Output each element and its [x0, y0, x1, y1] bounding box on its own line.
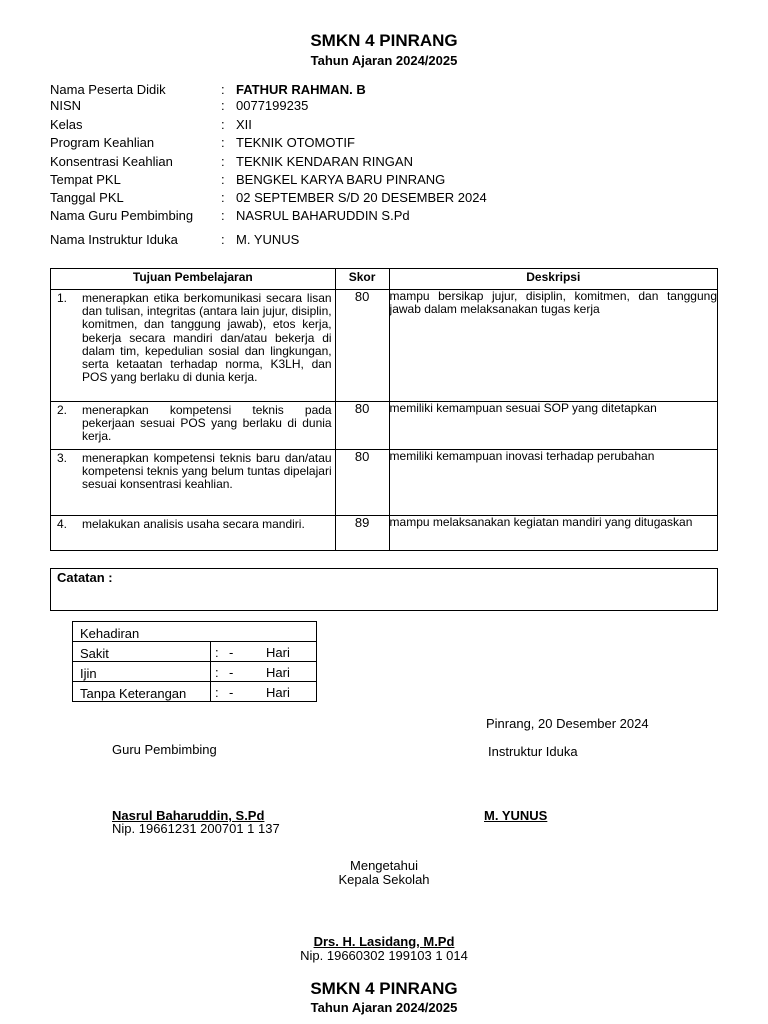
attendance-label: Sakit	[73, 642, 211, 662]
tujuan-cell	[51, 290, 336, 402]
attendance-row-tanpa-keterangan	[73, 682, 317, 702]
attendance-label: Ijin	[73, 662, 211, 682]
attendance-unit: Hari	[266, 665, 290, 680]
skor-cell: 80	[335, 290, 389, 402]
attendance-value: -	[229, 665, 234, 680]
info-label: Program Keahlian	[50, 135, 155, 150]
info-value: XII	[236, 117, 252, 132]
attendance-value-cell	[211, 682, 317, 702]
page-title: SMKN 4 PINRANG	[310, 31, 458, 50]
deskripsi-cell: mampu bersikap jujur, disiplin, komitmen, dan tanggung jawab dalam melaksanakan tugas kerja	[389, 290, 717, 402]
table-row	[51, 402, 718, 450]
attendance-unit: Hari	[266, 685, 290, 700]
deskripsi-cell: memiliki kemampuan inovasi terhadap perubahan	[389, 450, 717, 516]
deskripsi-cell: memiliki kemampuan sesuai SOP yang ditetapkan	[389, 402, 717, 450]
skor-cell: 80	[335, 450, 389, 516]
info-label: Nama Peserta Didik	[50, 82, 166, 97]
info-value: TEKNIK KENDARAN RINGAN	[236, 154, 413, 169]
place-date: Pinrang, 20 Desember 2024	[486, 716, 649, 731]
attendance-title: Kehadiran	[73, 622, 317, 642]
attendance-unit: Hari	[266, 645, 290, 660]
info-value: 0077199235	[236, 98, 309, 113]
tujuan-text: melakukan analisis usaha secara mandiri.	[82, 517, 305, 531]
info-colon: :	[221, 154, 225, 169]
principal-nip: Nip. 19660302 199103 1 014	[300, 948, 468, 963]
assessment-table	[50, 268, 718, 551]
info-colon: :	[221, 135, 225, 150]
attendance-value: -	[229, 685, 234, 700]
tujuan-text: menerapkan kompetensi teknis pada pekerjaan sesuai POS yang berlaku di dunia kerja.	[82, 403, 332, 444]
info-colon: :	[221, 190, 225, 205]
table-row	[51, 450, 718, 516]
attendance-row-sakit	[73, 642, 317, 662]
row-number: 1.	[57, 291, 68, 305]
deskripsi-cell: mampu melaksanakan kegiatan mandiri yang ditugaskan	[389, 516, 717, 551]
row-number: 4.	[57, 517, 68, 531]
footer-title: SMKN 4 PINRANG	[310, 979, 458, 998]
info-label: Tanggal PKL	[50, 190, 124, 205]
notes-box	[50, 568, 718, 611]
tujuan-cell	[51, 402, 336, 450]
row-number: 3.	[57, 451, 68, 465]
teacher-nip: Nip. 19661231 200701 1 137	[112, 821, 280, 836]
teacher-name: Nasrul Baharuddin, S.Pd	[112, 808, 265, 823]
info-colon: :	[221, 117, 225, 132]
attendance-value-cell	[211, 662, 317, 682]
attendance-table	[72, 621, 317, 702]
info-value: NASRUL BAHARUDDIN S.Pd	[236, 208, 410, 223]
header-deskripsi: Deskripsi	[389, 269, 717, 290]
attendance-label: Tanpa Keterangan	[73, 682, 211, 702]
tujuan-text: menerapkan kompetensi teknis baru dan/atau kompetensi teknis yang belum tuntas dipelajari sesuai konsentrasi keahlian.	[82, 451, 332, 492]
attendance-row-ijin	[73, 662, 317, 682]
instructor-name: M. YUNUS	[484, 808, 548, 823]
info-colon: :	[221, 98, 225, 113]
acknowledge-text: Mengetahui	[350, 858, 418, 873]
attendance-value: -	[229, 645, 234, 660]
row-number: 2.	[57, 403, 68, 417]
instructor-role: Instruktur Iduka	[488, 744, 578, 759]
info-label: Konsentrasi Keahlian	[50, 154, 173, 169]
footer-year: Tahun Ajaran 2024/2025	[310, 1000, 458, 1015]
info-value: FATHUR RAHMAN. B	[236, 82, 366, 97]
info-value: M. YUNUS	[236, 232, 300, 247]
table-header-row	[51, 269, 718, 290]
attendance-title-row	[73, 622, 317, 642]
info-label: Nama Guru Pembimbing	[50, 208, 194, 223]
attendance-colon: :	[215, 665, 219, 680]
info-value: TEKNIK OTOMOTIF	[236, 135, 355, 150]
info-value: 02 SEPTEMBER S/D 20 DESEMBER 2024	[236, 190, 487, 205]
principal-name: Drs. H. Lasidang, M.Pd	[313, 934, 455, 949]
info-colon: :	[221, 208, 225, 223]
attendance-colon: :	[215, 645, 219, 660]
skor-cell: 89	[335, 516, 389, 551]
academic-year: Tahun Ajaran 2024/2025	[310, 53, 458, 68]
attendance-colon: :	[215, 685, 219, 700]
table-row	[51, 290, 718, 402]
tujuan-cell	[51, 516, 336, 551]
notes-label: Catatan :	[57, 570, 113, 585]
info-label: Nama Instruktur Iduka	[50, 232, 178, 247]
skor-cell: 80	[335, 402, 389, 450]
info-colon: :	[221, 232, 225, 247]
teacher-role: Guru Pembimbing	[112, 742, 217, 757]
info-colon: :	[221, 82, 225, 97]
info-label: Tempat PKL	[50, 172, 121, 187]
info-label: NISN	[50, 98, 82, 113]
header-skor: Skor	[335, 269, 389, 290]
attendance-value-cell	[211, 642, 317, 662]
table-row	[51, 516, 718, 551]
info-value: BENGKEL KARYA BARU PINRANG	[236, 172, 446, 187]
header-tujuan: Tujuan Pembelajaran	[51, 269, 336, 290]
info-label: Kelas	[50, 117, 83, 132]
principal-role: Kepala Sekolah	[338, 872, 430, 887]
tujuan-text: menerapkan etika berkomunikasi secara lisan dan tulisan, integritas (antara lain jujur, disiplin, komitmen, dan tanggung jawab), etos kerja, bekerja secara mandiri dan/atau bekerja di dalam tim, kepedulian sosial dan lingkungan, serta ketaatan terhadap norma, K3LH, dan POS yang berlaku di dunia kerja.	[82, 291, 332, 385]
tujuan-cell	[51, 450, 336, 516]
info-colon: :	[221, 172, 225, 187]
